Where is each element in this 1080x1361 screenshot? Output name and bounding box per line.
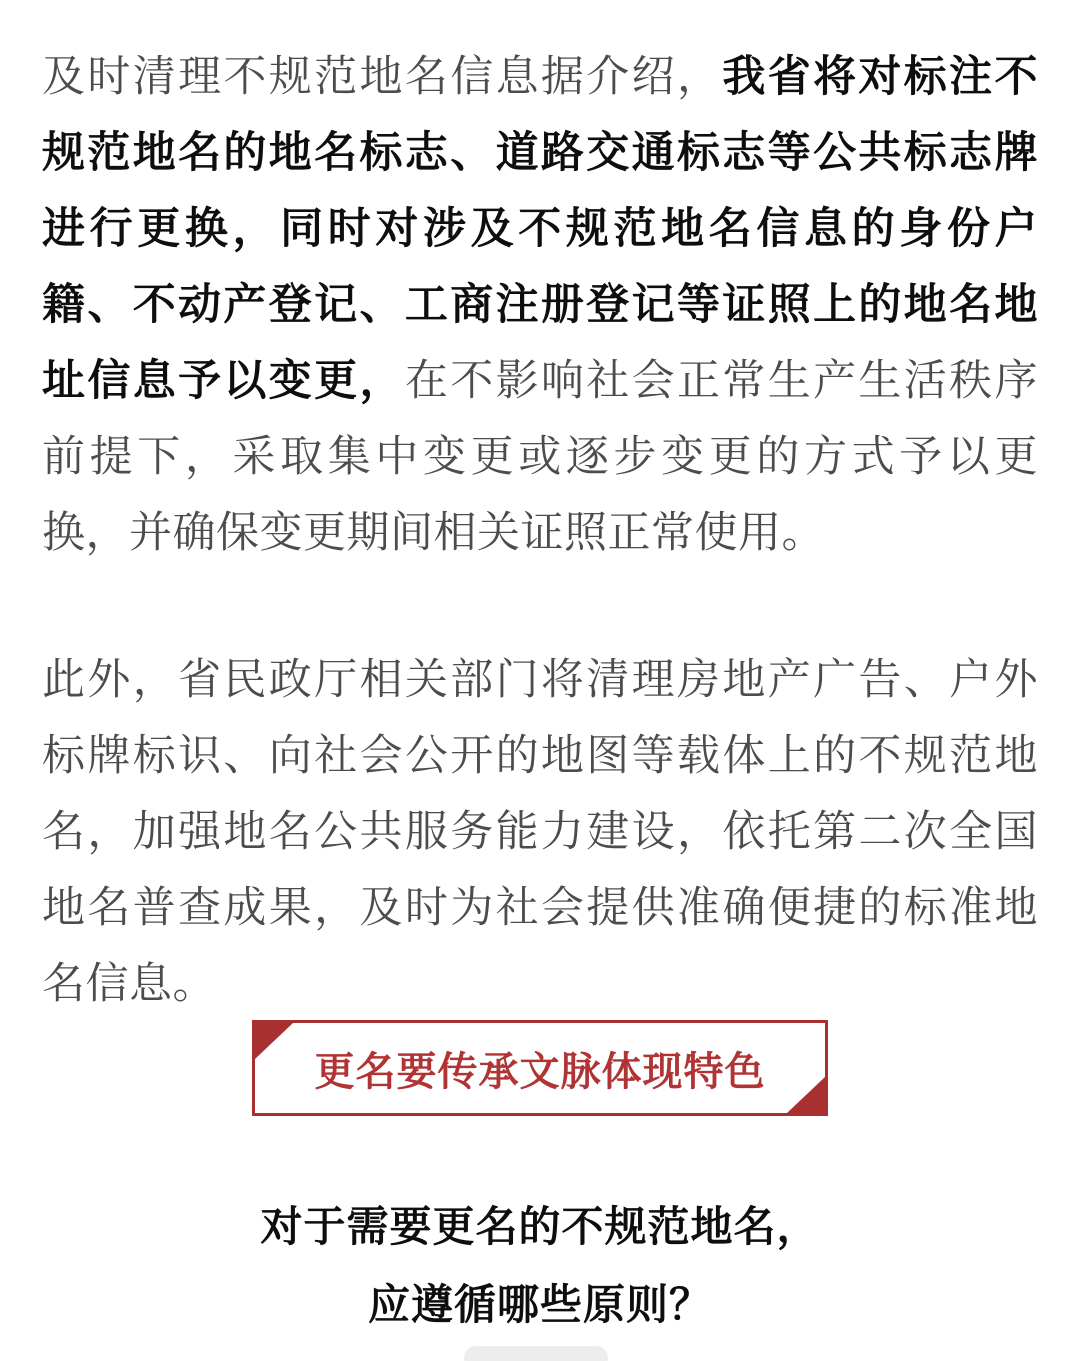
banner-corner-bottom-right-accent <box>787 1077 825 1113</box>
paragraph-1-emphasis: 我省将对标注不规范地名的地名标志、道路交通标志等公共标志牌进行更换，同时对涉及不规范地名信息的身份户籍、不动产登记、工商注册登记等证照上的地名地址信息予以变更， <box>42 53 1039 405</box>
paragraph-1-intro: 及时清理不规范地名信息据介绍， <box>42 53 723 101</box>
section-banner <box>252 1020 828 1116</box>
section-banner-title: 更名要传承文脉体现特色 <box>314 1049 766 1094</box>
bottom-divider-bar <box>464 1346 608 1361</box>
question-heading <box>0 1188 1080 1344</box>
paragraph-1 <box>42 39 1038 571</box>
paragraph-1-rest: 在不影响社会正常生产生活秩序前提下，采取集中变更或逐步变更的方式予以更换，并确保变更期间相关证照正常使用。 <box>42 357 1039 557</box>
banner-corner-top-left-accent <box>255 1023 293 1059</box>
paragraph-2: 此外，省民政厅相关部门将清理房地产广告、户外标牌标识、向社会公开的地图等载体上的不规范地名，加强地名公共服务能力建设，依托第二次全国地名普查成果，及时为社会提供准确便捷的标准地名信息。 <box>42 656 1038 1008</box>
question-heading-line-1: 对于需要更名的不规范地名， <box>260 1203 820 1250</box>
question-heading-line-2: 应遵循哪些原则？ <box>367 1281 712 1328</box>
